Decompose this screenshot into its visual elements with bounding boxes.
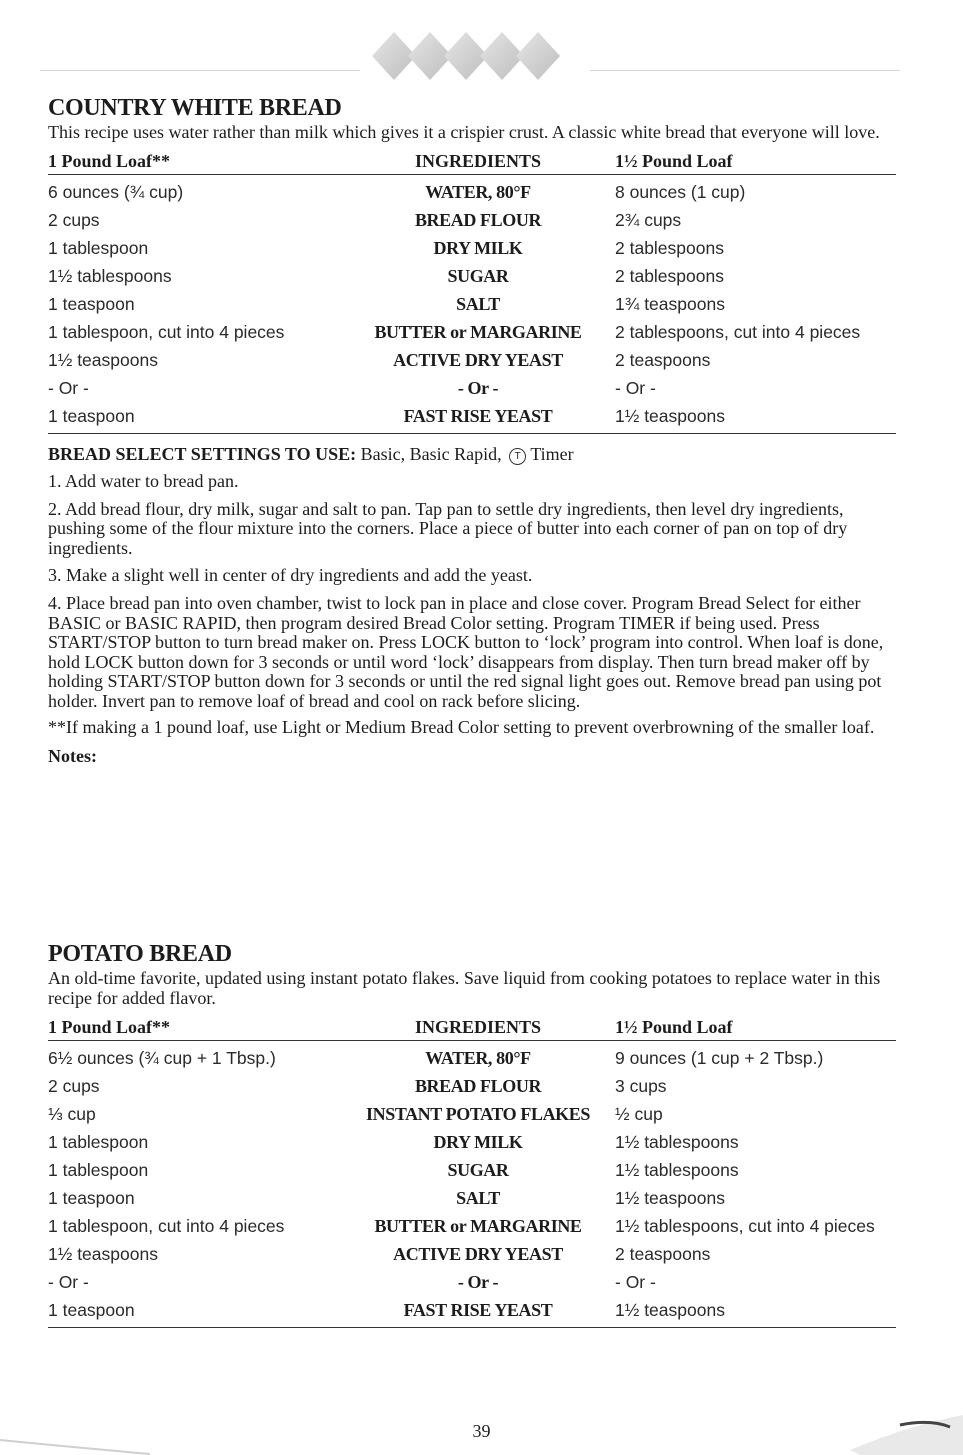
table-row [48, 402, 896, 430]
ingredient-name: INSTANT POTATO FLAKES [366, 1103, 590, 1124]
large-loaf-amount: 2 teaspoons [615, 349, 711, 370]
table-row [48, 1296, 896, 1324]
instruction-step: 1. Add water to bread pan. [48, 471, 239, 491]
header-small-loaf: 1 Pound Loaf** [48, 151, 171, 171]
ingredient-name: BREAD FLOUR [414, 209, 542, 230]
small-loaf-amount: 1 tablespoon [48, 1131, 149, 1152]
table-header [48, 146, 896, 175]
settings-label: BREAD SELECT SETTINGS TO USE: [48, 444, 357, 464]
small-loaf-amount: 1½ teaspoons [48, 349, 158, 370]
small-loaf-amount: 2 cups [48, 209, 100, 230]
table-row [48, 1240, 896, 1268]
small-loaf-amount: 1 tablespoon, cut into 4 pieces [48, 1215, 285, 1236]
small-loaf-amount: 1 tablespoon [48, 1159, 149, 1180]
large-loaf-amount: 1½ tablespoons, cut into 4 pieces [615, 1215, 875, 1236]
ingredient-name: WATER, 80°F [425, 181, 531, 202]
small-loaf-amount: 2 cups [48, 1075, 100, 1096]
small-loaf-amount: 6½ ounces (¾ cup + 1 Tbsp.) [48, 1047, 276, 1068]
page-curl-mark [840, 1405, 963, 1455]
diamond-ornament-icon [372, 28, 572, 84]
ingredient-name: ACTIVE DRY YEAST [393, 1243, 563, 1264]
instruction-step: 4. Place bread pan into oven chamber, twist to lock pan in place and close cover. Program Bread Select for either BASIC or BASIC RAPID, then program desired Bread Color setting. Program TIMER if being used. Press START/STOP button to turn bread maker on. Press LOCK button to ‘lock’ program into control. When loaf is done, hold LOCK button down for 3 seconds or until word ‘lock’ disappears from display. Then turn bread maker off by holding START/STOP button down for 3 seconds or until the red signal light goes out. Remove bread pan using pot holder. Invert pan to remove loaf of bread and cool on rack before slicing. [48, 592, 884, 711]
small-loaf-amount: 1 teaspoon [48, 1187, 135, 1208]
large-loaf-amount: ½ cup [615, 1103, 663, 1124]
table-row [48, 290, 896, 318]
instruction-step: 2. Add bread flour, dry milk, sugar and salt to pan. Tap pan to settle dry ingredients, then level dry ingredients, pushing some of the flour mixture into the corners. Place a piece of butter into each corner of pan on top of dry ingredients. [48, 498, 848, 558]
table-row [48, 234, 896, 262]
ingredient-name: SALT [456, 1187, 500, 1208]
large-loaf-amount: 2¾ cups [615, 209, 682, 230]
small-loaf-amount: ⅓ cup [48, 1103, 96, 1124]
instruction-step: 3. Make a slight well in center of dry ingredients and add the yeast. [48, 565, 533, 586]
large-loaf-amount: 3 cups [615, 1075, 667, 1096]
table-row [48, 374, 896, 402]
table-header [48, 1012, 896, 1041]
large-loaf-amount: 2 tablespoons [615, 237, 724, 258]
small-loaf-amount: 1 teaspoon [48, 293, 135, 314]
ingredient-name: ACTIVE DRY YEAST [393, 349, 563, 370]
table-row [48, 178, 896, 206]
notes-label: Notes: [48, 746, 97, 767]
recipe-intro: This recipe uses water rather than milk which gives it a crispier crust. A classic white bread that everyone will love. [48, 122, 880, 142]
large-loaf-amount: - Or - [615, 377, 656, 398]
table-row [48, 1072, 896, 1100]
large-loaf-amount: 1½ teaspoons [615, 1187, 725, 1208]
recipe-intro: An old-time favorite, updated using instant potato flakes. Save liquid from cooking potatoes to replace water in this recipe for added flavor. [48, 968, 881, 1008]
small-loaf-amount: - Or - [48, 1271, 89, 1292]
ornament-rule-right [590, 70, 900, 71]
recipe-country-white-bread [48, 94, 896, 767]
page-scuff-mark [0, 1420, 200, 1455]
small-loaf-amount: 1½ tablespoons [48, 265, 172, 286]
small-loaf-amount: 1 teaspoon [48, 405, 135, 426]
table-body [48, 175, 896, 434]
recipe-title: COUNTRY WHITE BREAD [48, 95, 342, 121]
large-loaf-amount: 2 tablespoons [615, 265, 724, 286]
ingredient-name: SALT [456, 293, 500, 314]
ingredient-name: BREAD FLOUR [414, 1075, 542, 1096]
settings-timer: Timer [530, 444, 574, 464]
large-loaf-amount: 1½ teaspoons [615, 405, 725, 426]
header-ornament [0, 24, 963, 84]
instruction-note: **If making a 1 pound loaf, use Light or Medium Bread Color setting to prevent overbrowning of the smaller loaf. [48, 716, 875, 737]
small-loaf-amount: 1 tablespoon [48, 237, 149, 258]
header-large-loaf: 1½ Pound Loaf [615, 1017, 733, 1037]
ingredient-name: SUGAR [447, 1159, 509, 1180]
table-body [48, 1041, 896, 1328]
small-loaf-amount: 6 ounces (¾ cup) [48, 181, 184, 202]
ingredient-name: BUTTER or MARGARINE [374, 1215, 582, 1236]
large-loaf-amount: 2 tablespoons, cut into 4 pieces [615, 321, 861, 342]
ingredient-name: DRY MILK [433, 1131, 523, 1152]
table-row [48, 318, 896, 346]
ingredients-table [48, 1012, 896, 1328]
large-loaf-amount: 1½ tablespoons [615, 1131, 739, 1152]
ingredients-table [48, 146, 896, 434]
ingredient-name: SUGAR [447, 265, 509, 286]
ingredient-name: - Or - [457, 1271, 499, 1292]
ingredient-name: DRY MILK [433, 237, 523, 258]
ingredient-name: FAST RISE YEAST [403, 405, 553, 426]
table-row [48, 206, 896, 234]
recipe-potato-bread [48, 940, 896, 1328]
ingredient-name: WATER, 80°F [425, 1047, 531, 1068]
settings-value: Basic, Basic Rapid, [360, 444, 502, 464]
table-row [48, 1184, 896, 1212]
large-loaf-amount: 1¾ teaspoons [615, 293, 725, 314]
page-number: 39 [472, 1421, 491, 1441]
header-small-loaf: 1 Pound Loaf** [48, 1017, 171, 1037]
header-large-loaf: 1½ Pound Loaf [615, 151, 733, 171]
small-loaf-amount: 1 teaspoon [48, 1299, 135, 1320]
table-row [48, 262, 896, 290]
table-row [48, 1100, 896, 1128]
table-row [48, 1156, 896, 1184]
ingredient-name: FAST RISE YEAST [403, 1299, 553, 1320]
large-loaf-amount: - Or - [615, 1271, 656, 1292]
header-ingredients: INGREDIENTS [414, 1017, 542, 1037]
recipe-title: POTATO BREAD [48, 941, 232, 967]
table-row [48, 1212, 896, 1240]
ingredient-name: BUTTER or MARGARINE [374, 321, 582, 342]
small-loaf-amount: - Or - [48, 377, 89, 398]
small-loaf-amount: 1 tablespoon, cut into 4 pieces [48, 321, 285, 342]
bread-select-settings [48, 444, 896, 465]
large-loaf-amount: 8 ounces (1 cup) [615, 181, 746, 202]
small-loaf-amount: 1½ teaspoons [48, 1243, 158, 1264]
large-loaf-amount: 1½ teaspoons [615, 1299, 725, 1320]
ornament-rule-left [40, 70, 360, 71]
table-row [48, 1268, 896, 1296]
large-loaf-amount: 9 ounces (1 cup + 2 Tbsp.) [615, 1047, 824, 1068]
header-ingredients: INGREDIENTS [414, 151, 542, 171]
large-loaf-amount: 2 teaspoons [615, 1243, 711, 1264]
table-row [48, 1044, 896, 1072]
timer-icon: T [509, 448, 526, 465]
table-row [48, 1128, 896, 1156]
ingredient-name: - Or - [457, 377, 499, 398]
large-loaf-amount: 1½ tablespoons [615, 1159, 739, 1180]
table-row [48, 346, 896, 374]
